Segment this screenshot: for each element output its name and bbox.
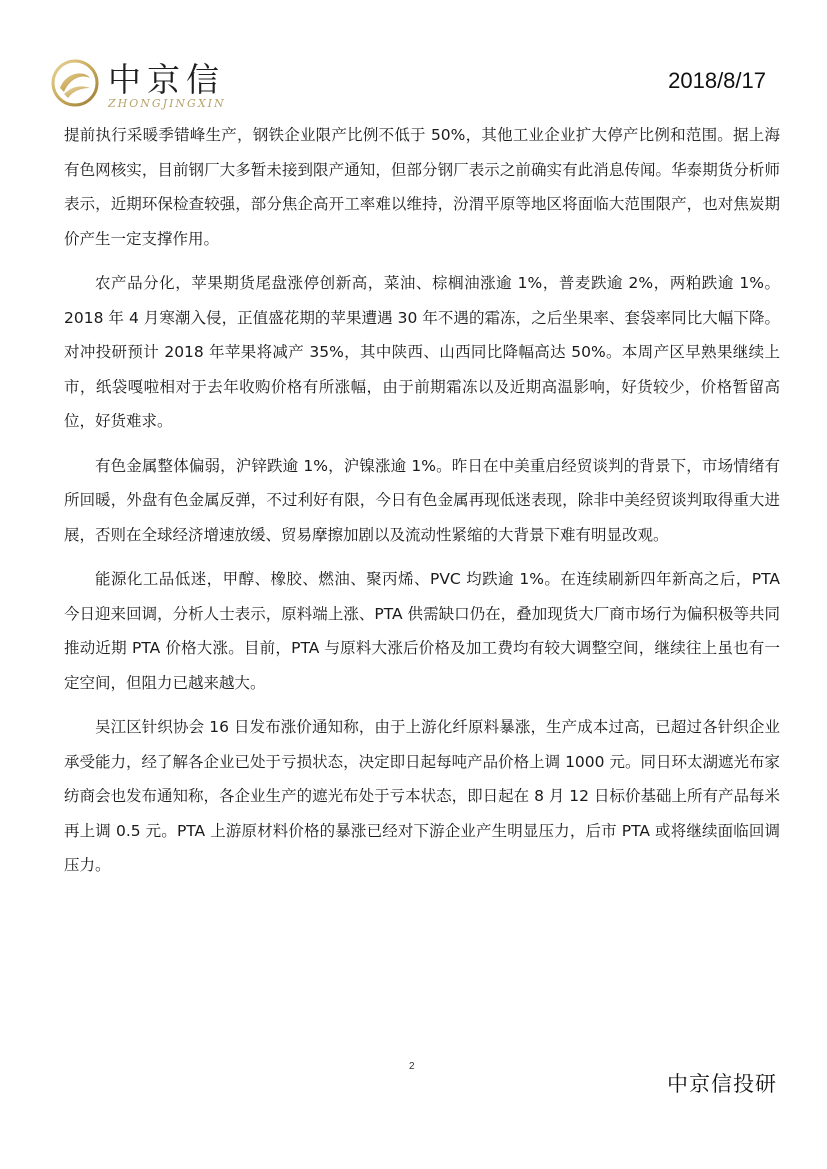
page-number: 2 <box>409 1061 415 1072</box>
paragraph: 能源化工品低迷，甲醇、橡胶、燃油、聚丙烯、PVC 均跌逾 1%。在连续刷新四年新高之后，PTA 今日迎来回调，分析人士表示，原料端上涨、PTA 供需缺口仍在，叠加现货大厂商市场行为偏积极等共同推动近期 PTA 价格大涨。目前，PTA 与原料大涨后价格及加工费均有较大调整空间，继续往上虽也有一定空间，但阻力已越来越大。 <box>64 570 780 692</box>
paragraph: 有色金属整体偏弱，沪锌跌逾 1%，沪镍涨逾 1%。昨日在中美重启经贸谈判的背景下，市场情绪有所回暖，外盘有色金属反弹，不过利好有限，今日有色金属再现低迷表现，除非中美经贸谈判取得重大进展，否则在全球经济增速放缓、贸易摩擦加剧以及流动性紧缩的大背景下难有明显改观。 <box>64 456 780 544</box>
logo-english-text: ZHONGJINGXIN <box>108 97 226 110</box>
logo-chinese-text: 中京信 <box>108 60 225 99</box>
report-body <box>64 118 780 893</box>
paragraph: 吴江区针织协会 16 日发布涨价通知称，由于上游化纤原料暴涨，生产成本过高，已超过各针织企业承受能力，经了解各企业已处于亏损状态，决定即日起每吨产品价格上调 1000 元。同日环太湖遮光布家纺商会也发布通知称，各企业生产的遮光布处于亏本状态，即日起在 8 月 12 日标价基础上所有产品每米再上调 0.5 元。PTA 上游原材料价格的暴涨已经对下游企业产生明显压力，后市 PTA 或将继续面临回调压力。 <box>64 718 780 874</box>
report-date: 2018/8/17 <box>668 68 766 93</box>
footer-brand: 中京信投研 <box>667 1072 777 1096</box>
page-header <box>48 50 788 120</box>
paragraph: 农产品分化，苹果期货尾盘涨停创新高，菜油、棕榈油涨逾 1%，普麦跌逾 2%，两粕跌逾 1%。2018 年 4 月寒潮入侵，正值盛花期的苹果遭遇 30 年不遇的霜冻，之后坐果率、套袋率同比大幅下降。对冲投研预计 2018 年苹果将减产 35%，其中陕西、山西同比降幅高达 50%。本周产区早熟果继续上市，纸袋嘎啦相对于去年收购价格有所涨幅，由于前期霜冻以及近期高温影响，好货较少，价格暂留高位，好货难求。 <box>64 274 780 430</box>
company-logo <box>48 50 238 120</box>
paragraph: 提前执行采暖季错峰生产，钢铁企业限产比例不低于 50%，其他工业企业扩大停产比例和范围。据上海有色网核实，目前钢厂大多暂未接到限产通知，但部分钢厂表示之前确实有此消息传闻。华泰期货分析师表示，近期环保检查较强，部分焦企高开工率难以维持，汾渭平原等地区将面临大范围限产，也对焦炭期价产生一定支撑作用。 <box>64 126 780 248</box>
zhongjingxin-logo-icon <box>50 58 100 108</box>
